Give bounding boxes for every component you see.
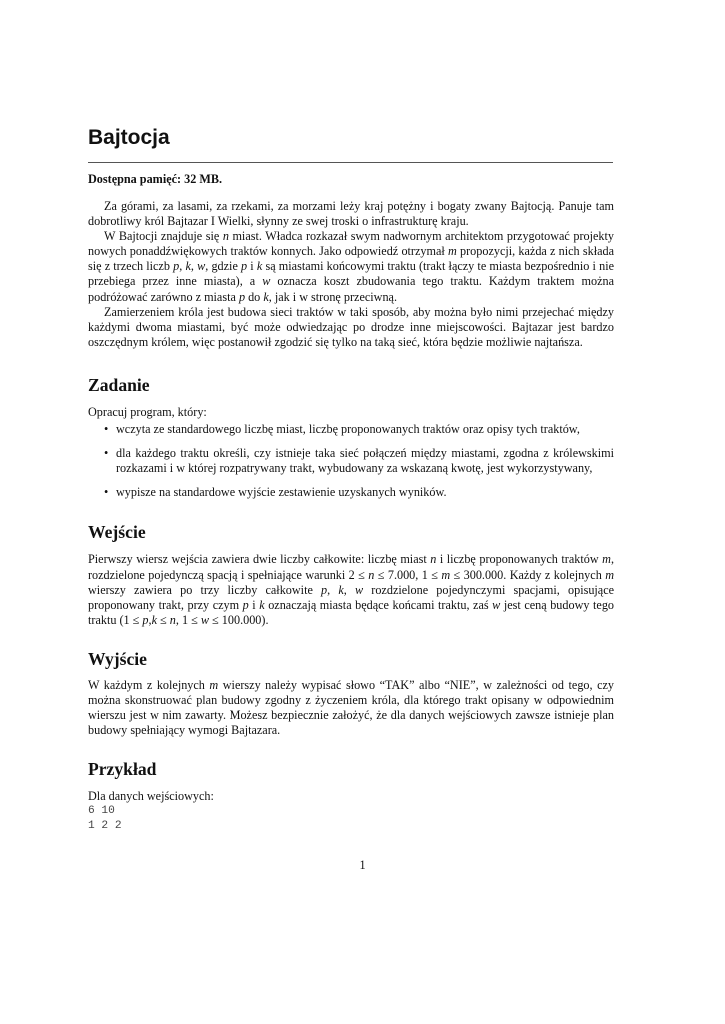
math-var: p	[238, 289, 246, 304]
text: ,	[343, 582, 355, 597]
math-var: m	[605, 567, 614, 582]
math-var: m	[602, 552, 611, 567]
text: ≤ 7.000, 1 ≤	[374, 567, 442, 582]
example-input-line: 1 2 2	[88, 819, 122, 832]
text: W Bajtocji znajduje się	[104, 229, 223, 244]
bullet-icon: •	[104, 485, 109, 500]
bullet-icon: •	[104, 422, 109, 437]
math-var: k	[185, 259, 191, 274]
text: ≤ 300.000. Każdy z kolejnych	[450, 567, 606, 582]
text: ,	[179, 259, 186, 274]
math-var: w	[492, 597, 501, 612]
page-number: 1	[359, 858, 366, 872]
text: , jak i w stronę przeciwną.	[268, 289, 397, 304]
math-var: n	[430, 552, 437, 567]
text: i	[247, 259, 257, 274]
math-var: n	[169, 612, 176, 627]
math-var: p	[242, 597, 249, 612]
memory-limit: Dostępna pamięć: 32 MB.	[88, 172, 223, 186]
math-var: k	[259, 597, 265, 612]
math-var: w	[354, 582, 364, 597]
math-var: k	[151, 612, 157, 627]
section-heading-zadanie: Zadanie	[88, 374, 150, 395]
section-heading-przyklad: Przykład	[88, 759, 157, 780]
text: ,	[148, 612, 152, 627]
text: wierszy zawiera po trzy liczby całkowite	[88, 582, 322, 597]
wejscie-paragraph	[88, 552, 614, 627]
text: ≤ 100.000).	[209, 612, 269, 627]
example-input-line: 6 10	[88, 805, 115, 818]
list-item	[88, 485, 614, 500]
math-var: p	[241, 259, 248, 274]
math-var: m	[447, 244, 457, 259]
math-var: w	[197, 259, 206, 274]
zadanie-lead: Opracuj program, który:	[88, 404, 207, 419]
text: , 1 ≤	[175, 612, 201, 627]
przyklad-lead: Dla danych wejściowych:	[88, 789, 214, 804]
math-var: p	[321, 582, 328, 597]
list-item-text: wczyta ze standardowego liczbę miast, liczbę proponowanych traktów oraz opisy tych traktów,	[116, 422, 580, 437]
math-var: n	[368, 567, 375, 582]
list-item	[88, 446, 614, 476]
math-var: k	[263, 289, 269, 304]
text: , rozdzielone pojedynczą spacją i spełniające warunki 2 ≤	[88, 552, 614, 582]
section-heading-wyjscie: Wyjście	[88, 648, 147, 669]
bullet-icon: •	[104, 446, 109, 461]
list-item	[88, 422, 614, 437]
list-item-text: dla każdego traktu określi, czy istnieje taka sieć połączeń między miastami, zgodna z królewskimi rozkazami i w której rozpatrywany trakt, wybudowany za wskazaną kwotę, jest wykorzystywany,	[116, 446, 614, 476]
math-var: m	[441, 567, 451, 582]
text: oznaczają miasta będące końcami traktu, zaś	[264, 597, 493, 612]
page-title: Bajtocja	[88, 126, 170, 149]
list-item-text: wypisze na standardowe wyjście zestawienie uzyskanych wyników.	[116, 485, 447, 500]
problem-body	[88, 199, 614, 833]
math-var: p	[173, 259, 180, 274]
text: rozdzielone pojedynczymi spacjami, opisujące proponowany trakt, przy czym	[88, 582, 615, 612]
text: miast. Władca rozkazał swym nadwornym architektom przygotować projekty nowych ponaddźwiękowych traktów konnych. Jako odpowiedź otrzymał	[88, 229, 614, 259]
zadanie-list	[88, 422, 614, 500]
text: i liczbę proponowanych traktów	[436, 552, 603, 567]
math-var: w	[200, 612, 209, 627]
math-var: k	[338, 582, 344, 597]
math-var: m	[209, 677, 219, 692]
text: Pierwszy wiersz wejścia zawiera dwie liczby całkowite: liczbę miast	[88, 552, 431, 567]
text: i	[248, 597, 260, 612]
text: , gdzie	[205, 259, 242, 274]
title-rule	[88, 162, 613, 163]
wyjscie-paragraph	[88, 678, 614, 738]
intro-paragraph-1: Za górami, za lasami, za rzekami, za morzami leży kraj potężny i bogaty zwany Bajtocją. Panuje tam dobrotliwy król Bajtazar I Wielki, słynny ze swej troski o infrastrukturę kraju.	[88, 199, 614, 229]
text: W każdym z kolejnych	[88, 677, 210, 692]
section-heading-wejscie: Wejście	[88, 522, 146, 543]
text: wierszy należy wypisać słowo “TAK” albo “NIE”, w zależności od tego, czy można skonstruować plan budowy zgodny z życzeniem króla, dla którego trakt opisany w odpowiednim wierszu jest w nim zawarty. Możesz bezpiecznie założyć, że dla danych wejściowych zawsze istnieje plan budowy spełniający wymogi Bajtazara.	[88, 677, 614, 738]
math-var: p	[142, 612, 149, 627]
intro-paragraph-2	[88, 229, 614, 304]
text: ,	[327, 582, 339, 597]
text: są miastami końcowymi traktu (trakt łączy te miasta bezpośrednio i nie przebiega przez inne miasta), a	[88, 259, 615, 289]
intro-paragraph-3: Zamierzeniem króla jest budowa sieci traktów w taki sposób, aby można było nimi przejechać między każdymi dwoma miastami, być może odwiedzając po drodze inne miejscowości. Bajtazar jest bardzo oszczędnym królem, więc postanowił zgodzić się tylko na taką sieć, która będzie możliwie najtańsza.	[88, 304, 614, 349]
text: ≤	[156, 612, 170, 627]
text: propozycji, każda z nich składa się z trzech liczb	[88, 244, 615, 274]
text: ,	[190, 259, 198, 274]
math-var: k	[256, 259, 263, 274]
math-var: n	[222, 229, 229, 244]
text: jest ceną budowy tego traktu (1 ≤	[88, 597, 615, 627]
text: do	[245, 289, 264, 304]
text: oznacza koszt zbudowania tego traktu. Każdym traktem można podróżować zarówno z miasta	[88, 274, 614, 304]
math-var: w	[262, 274, 271, 289]
